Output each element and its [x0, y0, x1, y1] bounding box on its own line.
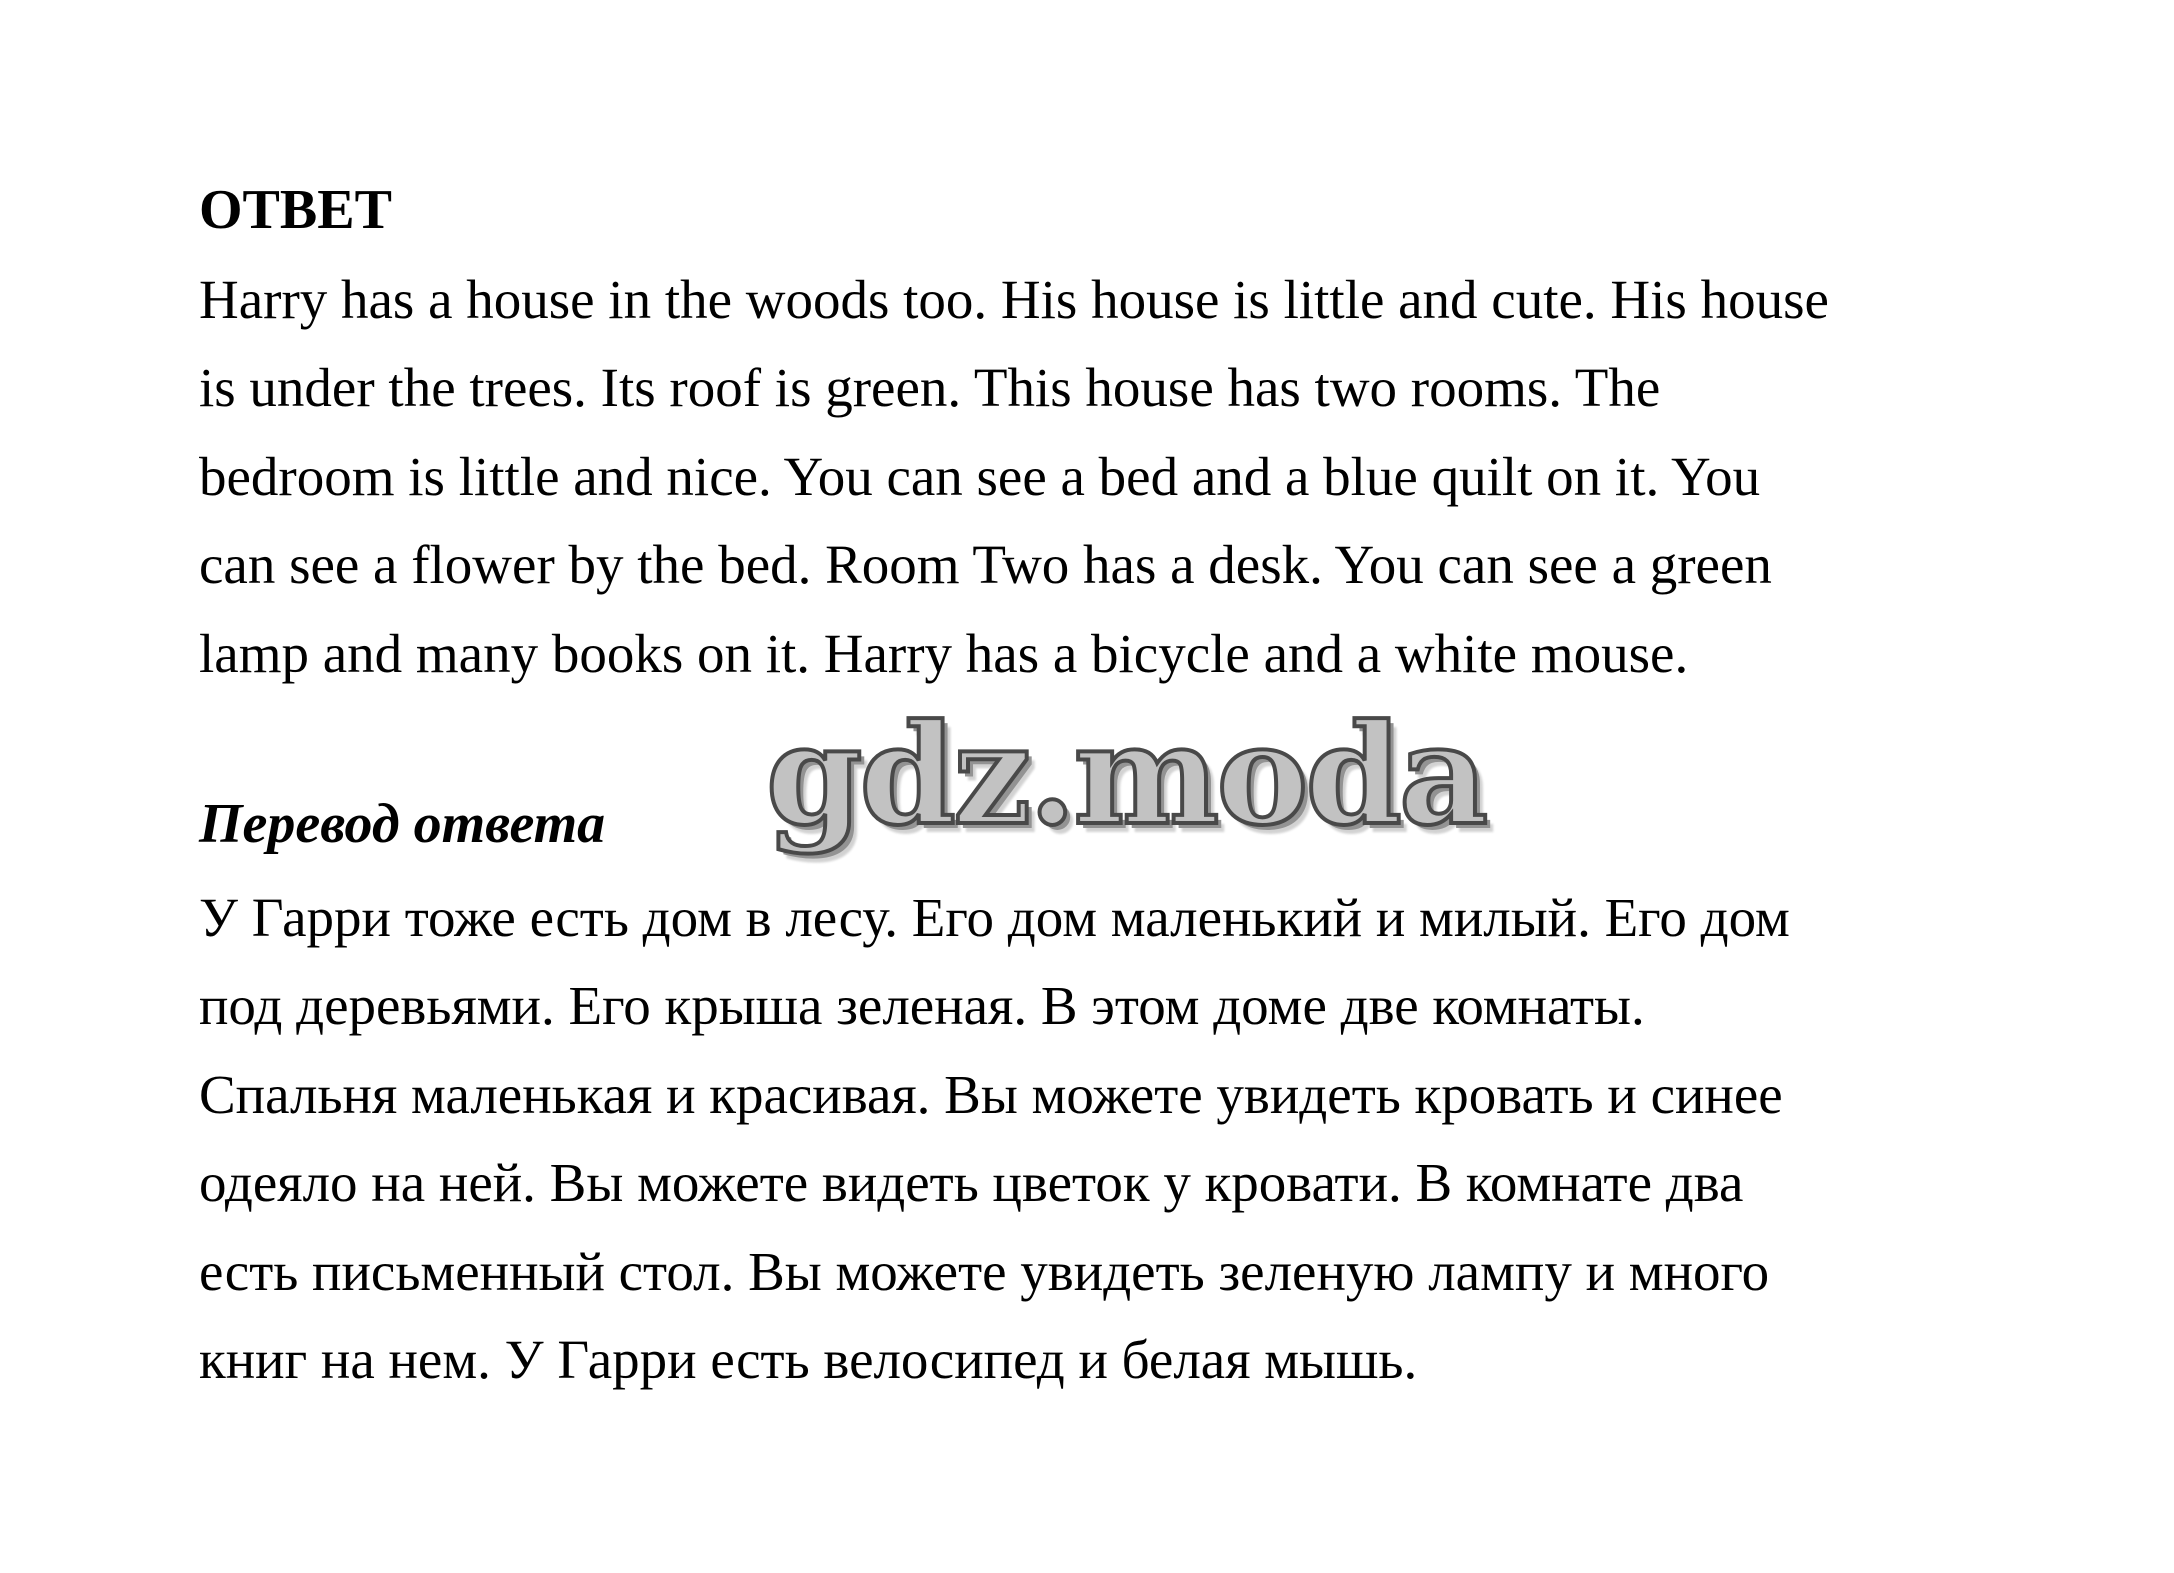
- watermark-logo: gdz.moda: [766, 693, 1486, 856]
- answer-heading: ОТВЕТ: [199, 179, 392, 241]
- answer-line: Harry has a house in the woods too. His house is little and cute. His house: [199, 269, 1829, 330]
- translation-line: Спальня маленькая и красивая. Вы можете увидеть кровать и синее: [199, 1063, 1783, 1125]
- translation-paragraph: [199, 874, 2019, 1404]
- answer-line: can see a flower by the bed. Room Two has a desk. You can see a green: [199, 534, 1772, 596]
- answer-paragraph: [199, 256, 2019, 698]
- translation-line: У Гарри тоже есть дом в лесу. Его дом маленький и милый. Его дом: [199, 887, 1790, 948]
- translation-line: под деревьями. Его крыша зеленая. В этом доме две комнаты.: [199, 975, 1645, 1037]
- answer-line: lamp and many books on it. Harry has a bicycle and a white mouse.: [199, 622, 1689, 684]
- translation-line: книг на нем. У Гарри есть велосипед и белая мышь.: [199, 1329, 1418, 1391]
- translation-heading: Перевод ответа: [199, 793, 606, 855]
- answer-line: is under the trees. Its roof is green. This house has two rooms. The: [199, 357, 1661, 419]
- answer-line: bedroom is little and nice. You can see a bed and a blue quilt on it. You: [199, 445, 1761, 507]
- translation-line: одеяло на ней. Вы можете видеть цветок у кровати. В комнате два: [199, 1152, 1744, 1214]
- translation-line: есть письменный стол. Вы можете увидеть зеленую лампу и много: [199, 1240, 1770, 1302]
